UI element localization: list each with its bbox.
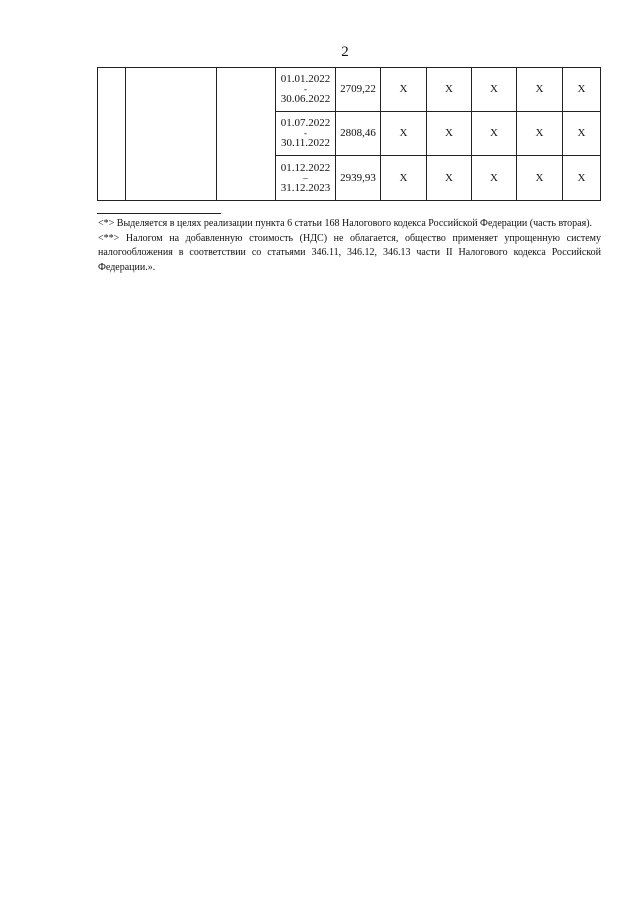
mark-cell: X	[472, 68, 517, 112]
mark-cell: X	[381, 68, 427, 112]
period-start: 01.01.2022	[280, 73, 331, 85]
period-cell	[276, 68, 336, 112]
mark-cell: X	[563, 112, 601, 156]
footnote-vat-exemption: <**> Налогом на добавленную стоимость (НДС) не облагается, общество применяет упрощенную систему налогообложения в соответствии со статьями 346.11, 346.12, 346.13 части II Налогового кодекса Российской Федерации.».	[98, 232, 601, 273]
period-end: 31.12.2023	[280, 181, 331, 194]
mark-cell: X	[472, 112, 517, 156]
footnote-vat-allocation: <*> Выделяется в целях реализации пункта 6 статьи 168 Налогового кодекса Российской Федерации (часть вторая).	[98, 218, 593, 229]
mark-cell: X	[563, 156, 601, 201]
footnotes	[98, 217, 601, 275]
mark-cell: X	[563, 68, 601, 112]
period-dash: -	[304, 128, 307, 138]
period-start: 01.07.2022	[280, 117, 331, 129]
period-dash: –	[303, 172, 308, 183]
tariff-value: 2939,93	[336, 156, 381, 201]
period-end: 30.06.2022	[280, 93, 331, 105]
period-dash: -	[304, 84, 307, 94]
tariff-value: 2709,22	[336, 68, 381, 112]
period-start: 01.12.2022	[280, 161, 331, 174]
mark-cell: X	[472, 156, 517, 201]
mark-cell: X	[427, 156, 472, 201]
footnote-divider	[97, 213, 221, 214]
tariff-value: 2808,46	[336, 112, 381, 156]
page-number: 2	[341, 44, 349, 60]
mark-cell: X	[517, 156, 563, 201]
mark-cell: X	[427, 68, 472, 112]
mark-cell: X	[427, 112, 472, 156]
consumer-group-cell	[217, 68, 276, 201]
mark-cell: X	[381, 156, 427, 201]
period-end: 30.11.2022	[280, 137, 331, 149]
table-row	[98, 68, 601, 112]
mark-cell: X	[517, 112, 563, 156]
period-cell	[276, 112, 336, 156]
mark-cell: X	[381, 112, 427, 156]
number-cell	[98, 68, 126, 201]
mark-cell: X	[517, 68, 563, 112]
tariff-table	[97, 67, 601, 201]
organization-cell	[126, 68, 217, 201]
period-cell	[276, 156, 336, 201]
